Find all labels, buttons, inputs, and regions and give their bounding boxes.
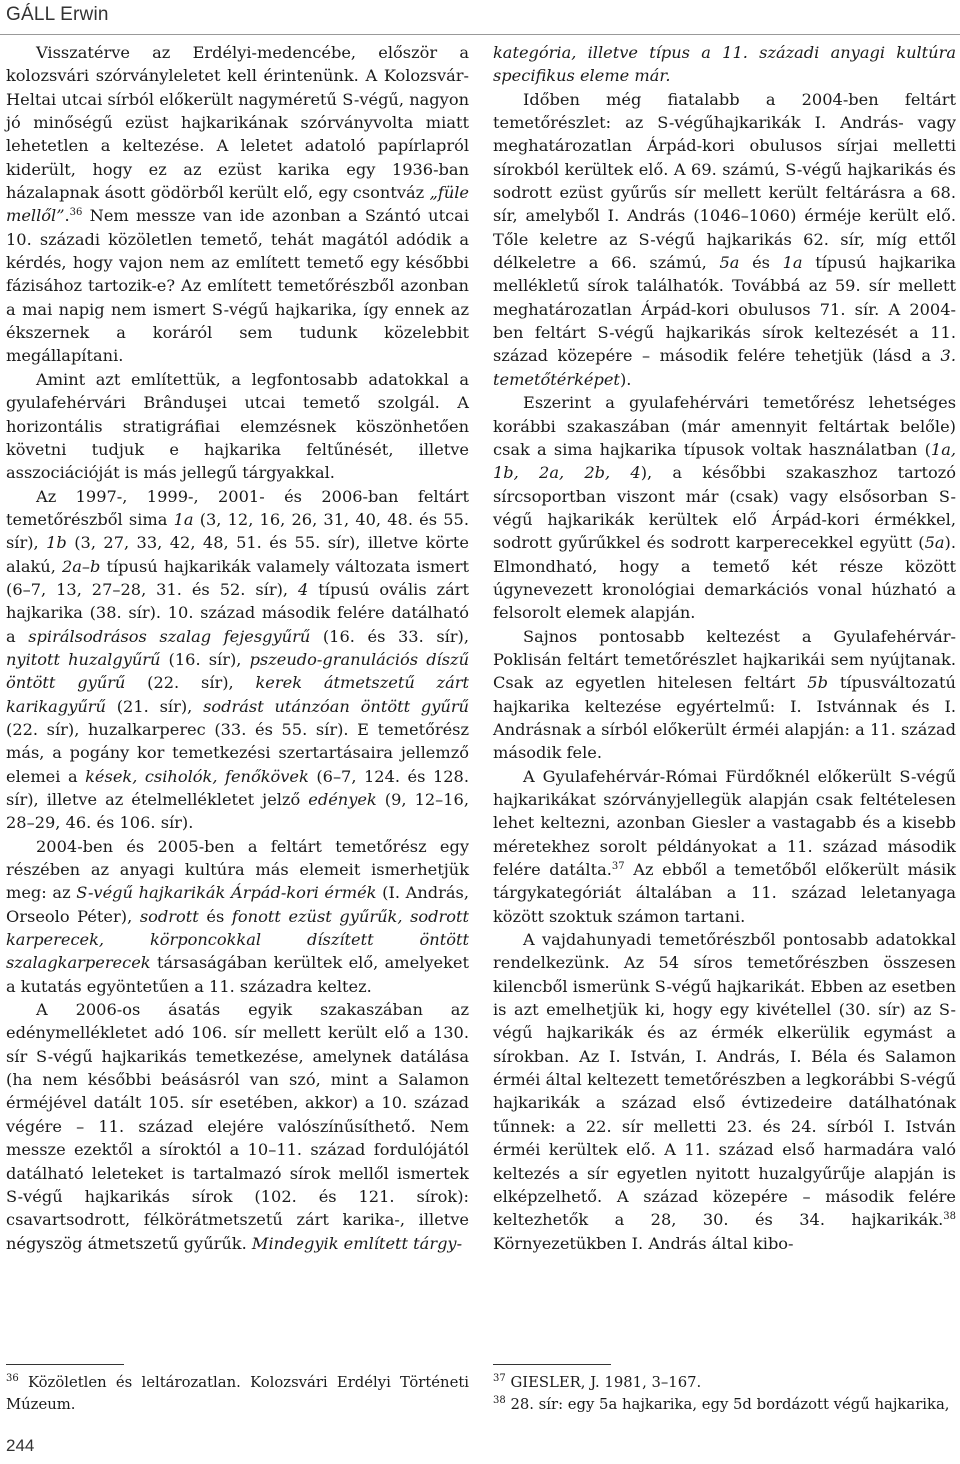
header-rule [0, 34, 960, 35]
paragraph: 2004-ben és 2005-ben a feltárt temetőrész egy részében az anyagi kultúra más elemeit ismerhetjük meg: az S-végű hajkarikák Árpád-kori érmék (I. András, Orseolo Péter), sodrott és fonott ezüst gyűrűk, sodrott karperecek, körponcokkal díszített öntött szalagkarperecek társaságában kerültek elő, amelyeket a kutatás egyöntetűen a 11. századra keltez. [6, 836, 469, 996]
left-column [6, 41, 469, 1255]
paragraph: Visszatérve az Erdélyi-medencébe, először a kolozsvári szórványleletet kell érintenünk. A Kolozsvár-Heltai utcai sírból előkerült nagyméretű S-végű, nagyon jó minőségű ezüst hajkarikának szórványvolta miatt lehetetlen a keltezése. A leletet adatoló papírlapról kiderült, hogy ez az ezüst karika egy 1936-ban házalapnak ásott gödörből került elő, egy csontváz „füle mellől”.$^{36}$ Nem messze van ide azonban a Szántó utcai 10. századi közöletlen temető, tehát magától adódik a kérdés, hogy vajon nem az említett temető egy későbbi fázisához tartozik-e? Az említett temetőrészből azonban a mai napig nem ismert S-végű hajkarika, így ennek az ékszernek a koráról sem tudunk közelebbit megállapítani. [6, 43, 469, 366]
paragraph: Eszerint a gyulafehérvári temetőrész lehetséges korábbi szakaszában (már amennyit feltártak belőle) csak a sima hajkarika típusok voltak használatban (1a, 1b, 2a, 2b, 4), a későbbi szakaszhoz tartozó sírcsoportban viszont már (csak) vagy elsősorban S-végű hajkarikák kerültek elő Árpád-kori érmékkel, sodrott gyűrűkkel és sodrott karperecekkel együtt (5a). Elmondható, hogy a temető két része között úgynevezett kronológiai demarkációs vonal húzható a felsorolt elemek alapján. [493, 393, 957, 623]
paragraph: Időben még fiatalabb a 2004-ben feltárt temetőrészlet: az S-végűhajkarikák I. András- vagy meghatározatlan Árpád-kori obulusos sírjai melletti sírokból kerültek elő. A 69. számú, S-végű hajkarikás és sodrott ezüst gyűrűs sír mellett került feltárásra a 68. sír, amelyből I. András (1046–1060) érméje került elő. Tőle keletre az S-végű hajkarikás 62. sír, míg ettől délkeletre a 66. számú, 5a és 1a típusú hajkarika mellékletű sírok találhatók. Továbbá az 59. sír mellett meghatározatlan Árpád-kori obulusos 71. sír. A 2004-ben feltárt S-végű hajkarikás sírok keltezését a 11. század közepére – második felére tehetjük (lásd a 3. temetőtérképet). [493, 89, 956, 389]
footnote-36: $^{36}$ Közöletlen és leltározatlan. Kolozsvári Erdélyi Történeti Múzeum. [6, 1373, 469, 1413]
paragraph: A vajdahunyadi temetőrészből pontosabb adatokkal rendelkezünk. Az 54 síros temetőrészben összesen kilencből ismerünk S-végű hajkarikát. Ebben az esetben is azt emelhetjük ki, hogy egy kivétellel (30. sír) az S-végű hajkarikák és az érmék elkerülik egymást a sírokban. Az I. István, I. András, I. Béla és Salamon érméi által keltezett temetőrészben a legkorábbi S-végű hajkarikák a század első évtizedeire datálhatónak tűnnek: a 22. sír melletti 23. és 24. sírból I. István érméi kerültek elő. A 11. század első harmadára való keltezés a sír egyetlen nyitott huzalgyűrűje alapján is elképzelhető. A század közepére – második felére keltezhetők a 28, 30. és 34. hajkarikák.$^{38}$ Környezetükben I. András által kibo- [493, 930, 956, 1253]
paragraph: Amint azt említettük, a legfontosabb adatokkal a gyulafehérvári Brânduşei utcai temető szolgál. A horizontális stratigráfiai elemzésnek köszönhetően követni tudjuk e hajkarika feltűnését, illetve asszociációját is más jellegű tárgyakkal. [6, 369, 469, 483]
right-column [493, 41, 956, 1255]
paragraph: Az 1997-, 1999-, 2001- és 2006-ban feltárt temetőrészből sima 1a (3, 12, 16, 26, 31, 40, 48. és 55. sír), 1b (3, 27, 33, 42, 48, 51. és 55. sír), illetve körte alakú, 2a–b típusú hajkarikák valamely változata ismert (6–7, 13, 27–28, 31. és 52. sír), 4 típusú ovális zárt hajkarika (38. sír). 10. század második felére datálható a spirálsodrásos szalag fejesgyűrű (16. és 33. sír), nyitott huzalgyűrű (16. sír), pszeudo-granulációs díszű öntött gyűrű (22. sír), kerek átmetszetű zárt karikagyűrű (21. sír), sodrást utánzóan öntött gyűrű (22. sír), huzalkarperec (33. és 55. sír). E temetőrész más, a pogány kor temetkezési szertartásaira jellemző elemei a kések, csiholók, fenőkövek (6–7, 124. és 128. sír), illetve az ételmellékletet jelző edények (9, 12–16, 28–29, 46. és 106. sír). [6, 486, 469, 833]
footnote-ref-38[interactable]: 38 [943, 1211, 956, 1223]
footnote-ref-36[interactable]: 36 [69, 207, 83, 219]
paragraph: kategória, illetve típus a 11. századi anyagi kultúra specifikus eleme már. [493, 43, 956, 86]
paragraph: Sajnos pontosabb keltezést a Gyulafehérvár-Poklisán feltárt temetőrészlet hajkarikái sem nyújtanak. Csak az egyetlen hitelesen feltárt 5b típusváltozatú hajkarika keltezése egyértelmű: I. Istvánnak és I. Andrásnak a sírból előkerült érméi alapján: a 11. század második fele. [493, 626, 956, 763]
paragraph: A 2006-os ásatás egyik szakaszában az edénymellékletet adó 106. sír mellett került elő a 130. sír S-végű hajkarikás temetkezése, amelynek datálása (ha nem későbbi beásásról van szó, mint a Salamon érméjével datált 105. sír esetében, akkor) a 10. század végére – 11. század elejére valószínűsíthető. Nem messze ezektől a síroktól a 10–11. század fordulójától datálható leleteket is tartalmazó sírok mellől ismertek S-végű hajkarikás sírok (102. és 121. sírok): csavartsodrott, félkörátmetszetű zárt karika-, illetve négyszög átmetszetű gyűrűk. Mindegyik említett tárgy- [6, 1000, 469, 1253]
footnote-rule [6, 1364, 124, 1365]
footnote-ref-37[interactable]: 37 [611, 861, 625, 873]
footnote-rule [493, 1364, 611, 1365]
page-number: 244 [6, 1436, 35, 1455]
running-head: GÁLL Erwin [6, 4, 109, 25]
paragraph: A Gyulafehérvár-Római Fürdőknél előkerült S-végű hajkarikákat szórványjellegük alapján csak feltételesen lehet keltezni, azonban Giesler a vastagabb és a kisebb méretekhez sorolt példányokat a 11. század második felére datálta.$^{37}$ Az ebből a temetőből előkerült másik tárgykategóriát általában a 11. század leletanyaga között szoktuk számon tartani. [493, 766, 956, 926]
footnote-38: $^{38}$ 28. sír: egy 5a hajkarika, egy 5d bordázott végű hajkarika, [493, 1395, 950, 1413]
footnote-37: $^{37}$ GIESLER, J. 1981, 3–167. [493, 1373, 702, 1391]
footnotes-right [493, 1372, 956, 1416]
